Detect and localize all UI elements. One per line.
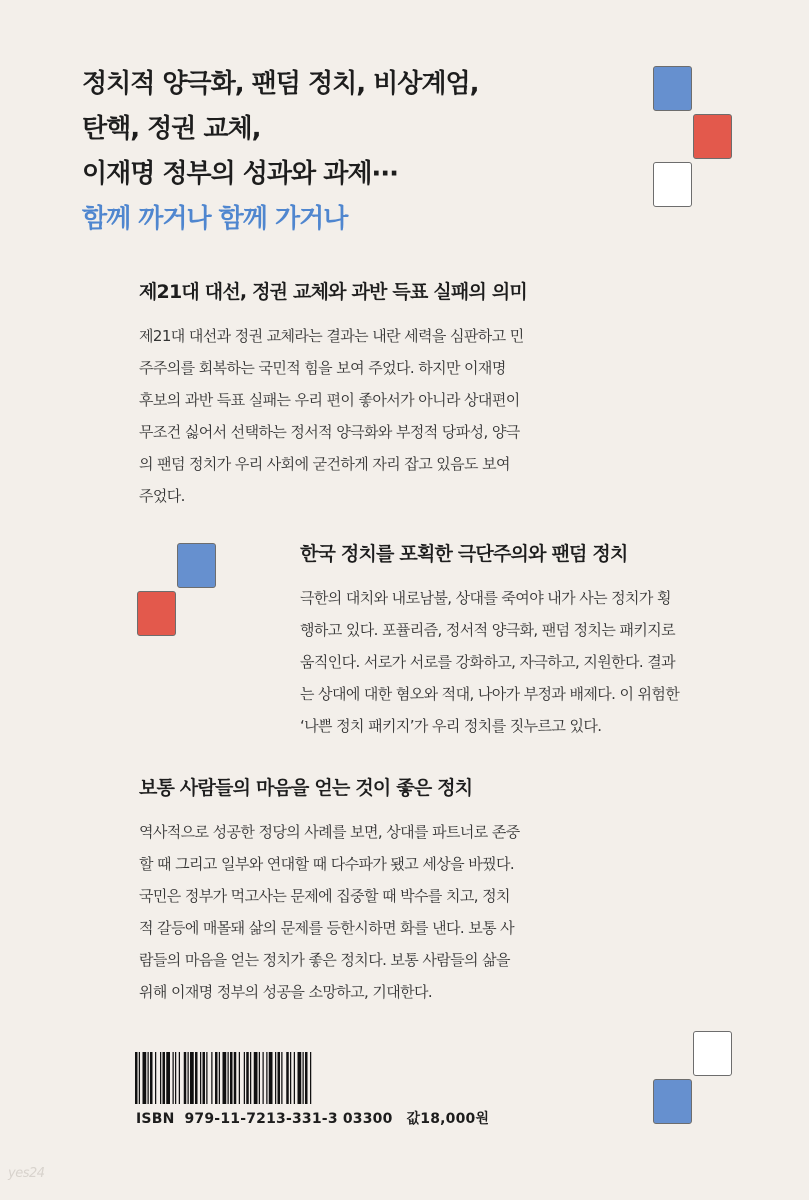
barcode-bar <box>190 1052 194 1104</box>
section-title: 제21대 대선, 정권 교체와 과반 득표 실패의 의미 <box>139 281 527 303</box>
barcode-bar <box>250 1052 251 1104</box>
section-title: 한국 정치를 포획한 극단주의와 팬덤 정치 <box>300 543 628 565</box>
barcode-bar <box>155 1052 156 1104</box>
barcode-bar <box>184 1052 187 1104</box>
body-line: 위해 이재명 정부의 성공을 소망하고, 기대한다. <box>139 983 433 1001</box>
headline-line-1: 정치적 양극화, 팬덤 정치, 비상계엄, <box>82 69 479 99</box>
barcode-bar <box>254 1052 258 1104</box>
barcode-bar <box>148 1052 149 1104</box>
blue-square-decoration <box>653 66 692 111</box>
barcode-bar <box>173 1052 174 1104</box>
barcode-bar <box>290 1052 291 1104</box>
barcode-bar <box>215 1052 218 1104</box>
barcode-bar <box>310 1052 311 1104</box>
section-body <box>139 816 739 1008</box>
body-line: 후보의 과반 득표 실패는 우리 편이 좋아서가 아니라 상대편이 <box>139 391 520 409</box>
barcode <box>135 1052 453 1104</box>
barcode-bar <box>150 1052 153 1104</box>
isbn-line <box>136 1108 489 1128</box>
barcode-bar <box>266 1052 267 1104</box>
body-line: ‘나쁜 정치 패키지’가 우리 정치를 짓누르고 있다. <box>300 717 602 735</box>
barcode-bar <box>259 1052 260 1104</box>
body-line: 역사적으로 성공한 정당의 사례를 보면, 상대를 파트너로 존중 <box>139 823 520 841</box>
barcode-bar <box>135 1052 138 1104</box>
white-square-decoration <box>653 162 692 207</box>
barcode-bar <box>206 1052 207 1104</box>
barcode-bar <box>160 1052 161 1104</box>
barcode-bar <box>200 1052 201 1104</box>
barcode-bar <box>269 1052 273 1104</box>
blue-square-decoration <box>177 543 216 588</box>
barcode-bar <box>143 1052 147 1104</box>
barcode-bar <box>228 1052 229 1104</box>
body-line: 극한의 대치와 내로남불, 상대를 죽여야 내가 사는 정치가 횡 <box>300 589 671 607</box>
barcode-bar <box>175 1052 176 1104</box>
barcode-bar <box>223 1052 227 1104</box>
barcode-bar <box>139 1052 140 1104</box>
section-title: 보통 사람들의 마음을 얻는 것이 좋은 정치 <box>139 777 473 799</box>
section-body <box>139 320 739 512</box>
section-election-meaning <box>139 278 739 512</box>
barcode-bar <box>298 1052 302 1104</box>
barcode-bar <box>219 1052 220 1104</box>
body-line: 행하고 있다. 포퓰리즘, 정서적 양극화, 팬덤 정치는 패키지로 <box>300 621 676 639</box>
body-line: 제21대 대선과 정권 교체라는 결과는 내란 세력을 심판하고 민 <box>139 327 524 345</box>
headline-line-3: 이재명 정부의 성과와 과제··· <box>82 159 399 189</box>
barcode-bar <box>278 1052 281 1104</box>
barcode-bar <box>263 1052 264 1104</box>
section-extremism-fandom <box>300 540 740 742</box>
barcode-bar <box>239 1052 240 1104</box>
barcode-bar <box>203 1052 206 1104</box>
price: 값18,000원 <box>406 1111 490 1127</box>
headline <box>82 62 602 242</box>
barcode-bar <box>305 1052 308 1104</box>
section-body <box>300 582 740 742</box>
barcode-bar <box>275 1052 276 1104</box>
barcode-bar <box>286 1052 289 1104</box>
barcode-bar <box>294 1052 295 1104</box>
isbn-number: 979-11-7213-331-3 03300 <box>184 1111 393 1127</box>
barcode-bar <box>166 1052 170 1104</box>
body-line: 주었다. <box>139 487 185 505</box>
headline-line-2: 탄핵, 정권 교체, <box>82 114 261 144</box>
section-good-politics <box>139 774 739 1008</box>
body-line: 주주의를 회복하는 국민적 힘을 보여 주었다. 하지만 이재명 <box>139 359 506 377</box>
barcode-bar <box>246 1052 249 1104</box>
barcode-bar <box>230 1052 233 1104</box>
body-line: 의 팬덤 정치가 우리 사회에 굳건하게 자리 잡고 있음도 보여 <box>139 455 510 473</box>
red-square-decoration <box>137 591 176 636</box>
body-line: 무조건 싫어서 선택하는 정서적 양극화와 부정적 당파성, 양극 <box>139 423 520 441</box>
barcode-bar <box>211 1052 212 1104</box>
blue-square-decoration <box>653 1079 692 1124</box>
barcode-bar <box>195 1052 198 1104</box>
body-line: 할 때 그리고 일부와 연대할 때 다수파가 됐고 세상을 바꿨다. <box>139 855 515 873</box>
red-square-decoration <box>693 114 732 159</box>
body-line: 적 갈등에 매몰돼 삶의 문제를 등한시하면 화를 낸다. 보통 사 <box>139 919 515 937</box>
barcode-bar <box>234 1052 237 1104</box>
barcode-bar <box>188 1052 189 1104</box>
body-line: 움직인다. 서로가 서로를 강화하고, 자극하고, 지원한다. 결과 <box>300 653 676 671</box>
barcode-bar <box>281 1052 282 1104</box>
barcode-bar <box>163 1052 166 1104</box>
body-line: 람들의 마음을 얻는 정치가 좋은 정치다. 보통 사람들의 삶을 <box>139 951 510 969</box>
body-line: 국민은 정부가 먹고사는 문제에 집중할 때 박수를 치고, 정치 <box>139 887 510 905</box>
headline-tagline: 함께 까거나 함께 가거나 <box>82 204 348 234</box>
barcode-bar <box>303 1052 304 1104</box>
barcode-bar <box>179 1052 180 1104</box>
body-line: 는 상대에 대한 혐오와 적대, 나아가 부정과 배제다. 이 위험한 <box>300 685 680 703</box>
isbn-label: ISBN <box>136 1111 175 1127</box>
barcode-bar <box>244 1052 245 1104</box>
yes24-watermark: yes24 <box>8 1166 45 1181</box>
white-square-decoration <box>693 1031 732 1076</box>
